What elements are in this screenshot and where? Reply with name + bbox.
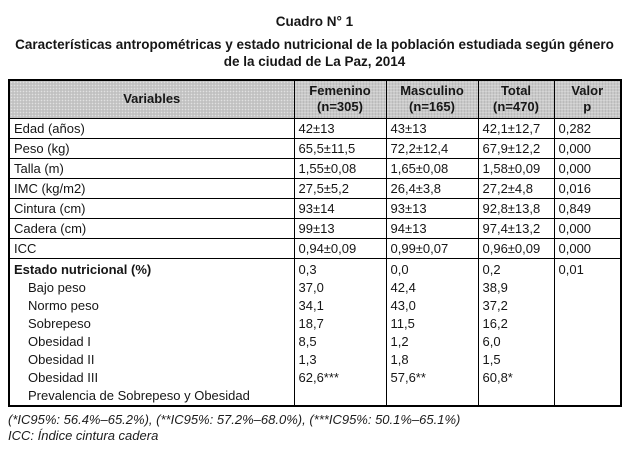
femenino-n: (n=305) [317,99,363,115]
cell-femenino: 34,1 [298,297,324,313]
nutrition-row-label: Obesidad II [28,351,95,367]
cell-masculino: 43,0 [390,297,416,313]
page-subtitle [0,36,629,70]
anthropometric-table [8,79,622,407]
cell-total: 60,8* [482,369,513,385]
cell-total: 16,2 [482,315,508,331]
cell-femenino: 0,94±0,09 [294,238,386,258]
nutrition-p-value: 0,01 [554,258,621,406]
footnote-confidence-intervals: (*IC95%: 56.4%–65.2%), (**IC95%: 57.2%–68.0%), (***IC95%: 50.1%–65.1%) [8,411,461,427]
cell-total: 1,58±0,09 [478,158,554,178]
subtitle-line-2: de la ciudad de La Paz, 2014 [223,54,406,69]
cell-p-value: 0,849 [554,198,621,218]
cell-masculino: 0,0 [390,261,409,277]
cell-p-value: 0,282 [554,118,621,138]
valor-p-label: p [583,99,592,115]
cell-total: 37,2 [482,297,508,313]
cell-total: 1,5 [482,351,501,367]
cell-masculino: 0,99±0,07 [386,238,478,258]
cell-total: 42,1±12,7 [478,118,554,138]
nutrition-total-values [478,258,554,406]
subtitle-line-1: Características antropométricas y estado nutricional de la población estudiada según género [15,37,614,52]
row-label: Cadera (cm) [9,218,294,238]
total-n: (n=470) [493,99,539,115]
cell-femenino: 0,3 [298,261,317,277]
cell-p-value: 0,000 [554,238,621,258]
nutrition-labels [9,258,294,406]
nutrition-row-label: Bajo peso [28,279,86,295]
table-row [9,238,621,258]
column-header-valor-p [554,80,621,118]
table-header [9,80,621,118]
cell-total: 97,4±13,2 [478,218,554,238]
nutrition-section-header: Estado nutricional (%) [14,261,152,277]
table-row [9,138,621,158]
cell-masculino: 1,65±0,08 [386,158,478,178]
table-row [9,218,621,238]
total-label: Total [500,83,532,99]
cell-p-value: 0,000 [554,158,621,178]
table-row [9,118,621,138]
nutrition-row-label: Obesidad I [28,333,91,349]
cell-p-value: 0,000 [554,218,621,238]
cell-femenino: 1,3 [298,351,317,367]
footnotes [8,412,629,444]
nutrition-section-row [9,258,621,406]
cell-masculino: 57,6** [390,369,426,385]
footnote-icc-definition: ICC: Índice cintura cadera [8,427,159,443]
table-row [9,178,621,198]
cell-masculino: 94±13 [386,218,478,238]
cell-total: 38,9 [482,279,508,295]
cell-total: 0,96±0,09 [478,238,554,258]
cell-masculino: 11,5 [390,315,415,331]
cell-femenino: 93±14 [294,198,386,218]
row-label: Cintura (cm) [9,198,294,218]
nutrition-masculino-values [386,258,478,406]
row-label: IMC (kg/m2) [9,178,294,198]
cell-total: 27,2±4,8 [478,178,554,198]
cell-masculino: 43±13 [386,118,478,138]
cell-total: 67,9±12,2 [478,138,554,158]
cell-femenino: 1,55±0,08 [294,158,386,178]
nutrition-row-label: Normo peso [28,297,99,313]
masculino-label: Masculino [400,83,464,99]
page-title: Cuadro N° 1 [275,14,354,29]
column-header-total [478,80,554,118]
cell-femenino: 27,5±5,2 [294,178,386,198]
nutrition-row-label: Sobrepeso [28,315,91,331]
row-label: Peso (kg) [9,138,294,158]
cell-total: 92,8±13,8 [478,198,554,218]
cell-masculino: 26,4±3,8 [386,178,478,198]
table-row [9,158,621,178]
masculino-n: (n=165) [409,99,455,115]
valor-label: Valor [571,83,604,99]
header-row [9,80,621,118]
cell-femenino: 62,6*** [298,369,339,385]
femenino-label: Femenino [309,83,371,99]
cell-masculino: 72,2±12,4 [386,138,478,158]
column-header-masculino [386,80,478,118]
cell-total: 6,0 [482,333,501,349]
column-header-variables: Variables [9,80,294,118]
nutrition-femenino-values [294,258,386,406]
cell-p-value: 0,000 [554,138,621,158]
cell-femenino: 18,7 [298,315,324,331]
row-label: ICC [9,238,294,258]
table-row [9,198,621,218]
table-body [9,118,621,406]
cell-masculino: 93±13 [386,198,478,218]
title-block [0,0,629,70]
cell-total: 0,2 [482,261,501,277]
row-label: Edad (años) [9,118,294,138]
cell-femenino: 8,5 [298,333,317,349]
cell-femenino: 99±13 [294,218,386,238]
row-label: Talla (m) [9,158,294,178]
cell-femenino: 42±13 [294,118,386,138]
cell-femenino: 65,5±11,5 [294,138,386,158]
cell-masculino: 1,8 [390,351,409,367]
cell-masculino: 42,4 [390,279,416,295]
nutrition-row-label: Prevalencia de Sobrepeso y Obesidad [28,387,250,403]
column-header-femenino [294,80,386,118]
cell-masculino: 1,2 [390,333,409,349]
nutrition-row-label: Obesidad III [28,369,99,385]
cell-p-value: 0,016 [554,178,621,198]
cell-femenino: 37,0 [298,279,324,295]
